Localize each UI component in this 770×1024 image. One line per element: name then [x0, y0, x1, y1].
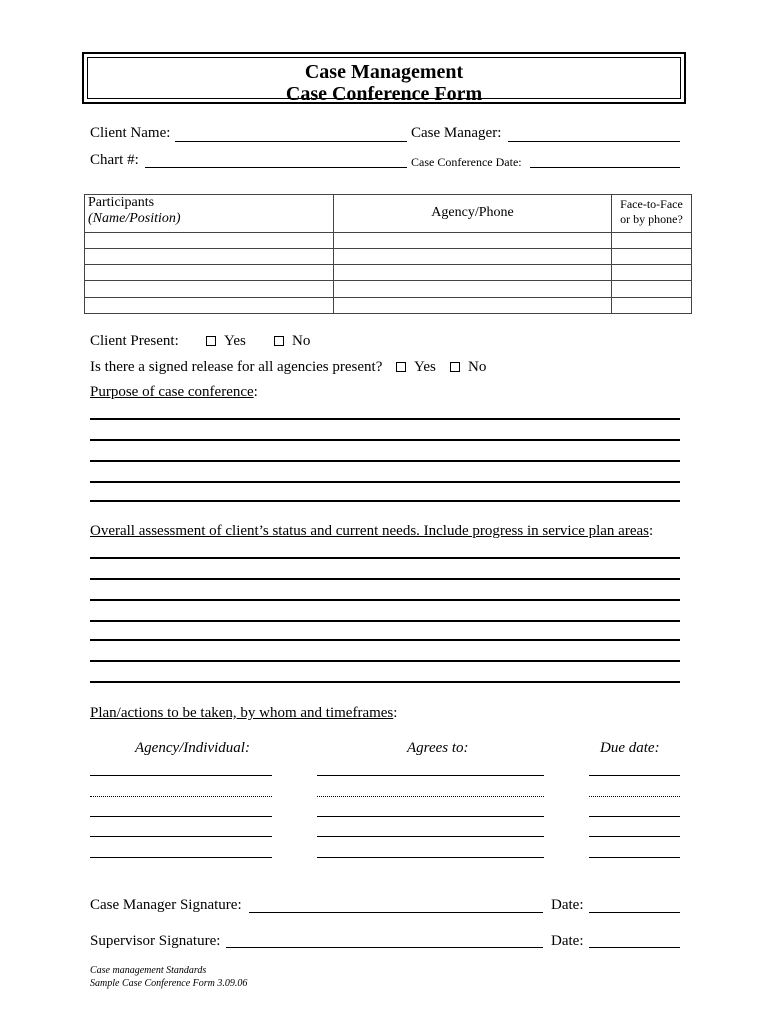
purpose-label: Purpose of case conference: [90, 384, 254, 400]
release-yes[interactable]: [396, 359, 436, 376]
plan-agrees-line[interactable]: [317, 857, 544, 858]
face-to-face-line2: or by phone?: [620, 212, 683, 226]
case-manager-signature-field[interactable]: [249, 912, 543, 913]
purpose-line[interactable]: [90, 481, 680, 483]
release-no-label: No: [468, 359, 487, 375]
plan-due-line[interactable]: [589, 775, 680, 776]
table-row: [85, 265, 692, 281]
table-row: [85, 248, 692, 264]
face-to-face-line1: Face-to-Face: [620, 197, 683, 211]
assessment-line[interactable]: [90, 660, 680, 662]
table-cell[interactable]: [85, 281, 334, 297]
supervisor-signature-field[interactable]: [226, 947, 543, 948]
release-yes-label: Yes: [414, 359, 436, 375]
purpose-heading: [90, 384, 258, 401]
client-present-yes[interactable]: [206, 333, 246, 350]
client-present-yes-label: Yes: [224, 333, 246, 349]
plan-agrees-line[interactable]: [317, 775, 544, 776]
table-row: [85, 232, 692, 248]
plan-agrees-line[interactable]: [317, 816, 544, 817]
client-name-field[interactable]: [175, 141, 407, 142]
checkbox-icon[interactable]: [274, 336, 284, 346]
table-cell[interactable]: [334, 232, 612, 248]
client-present-label: Client Present:: [90, 333, 179, 349]
participants-table: [84, 194, 692, 314]
participants-col-subtitle: (Name/Position): [88, 211, 181, 226]
table-cell[interactable]: [612, 297, 692, 313]
conference-date-label: Case Conference Date:: [411, 155, 522, 169]
conference-date-field[interactable]: [530, 167, 680, 168]
table-cell[interactable]: [612, 265, 692, 281]
table-cell[interactable]: [612, 248, 692, 264]
table-cell[interactable]: [612, 281, 692, 297]
table-cell[interactable]: [334, 265, 612, 281]
agency-phone-col-title: Agency/Phone: [431, 205, 514, 221]
supervisor-signature-label: Supervisor Signature:: [90, 933, 221, 949]
table-cell[interactable]: [85, 232, 334, 248]
plan-agency-line[interactable]: [90, 857, 272, 858]
table-cell[interactable]: [612, 232, 692, 248]
footer-line1: Case management Standards: [90, 965, 207, 976]
table-cell[interactable]: [334, 248, 612, 264]
form-title-line1: Case Management: [304, 61, 464, 83]
plan-due-line[interactable]: [589, 857, 680, 858]
chart-number-field[interactable]: [145, 167, 407, 168]
agency-phone-header-cell: [334, 195, 612, 233]
purpose-line[interactable]: [90, 439, 680, 441]
agency-individual-header: Agency/Individual:: [135, 740, 250, 756]
plan-label: Plan/actions to be taken, by whom and timeframes: [90, 705, 394, 721]
release-no[interactable]: [450, 359, 486, 376]
plan-heading: [90, 705, 397, 722]
plan-agency-line[interactable]: [90, 775, 272, 776]
purpose-colon: :: [253, 384, 258, 400]
case-manager-signature-label: Case Manager Signature:: [90, 897, 242, 913]
participants-header-row: [85, 195, 692, 233]
participants-col-title: Participants: [88, 195, 155, 210]
case-manager-field[interactable]: [508, 141, 680, 142]
assessment-line[interactable]: [90, 599, 680, 601]
assessment-line[interactable]: [90, 639, 680, 641]
plan-agrees-line[interactable]: [317, 836, 544, 837]
plan-agency-line[interactable]: [90, 796, 272, 797]
cm-date-field[interactable]: [589, 912, 680, 913]
case-manager-label: Case Manager:: [411, 125, 502, 141]
purpose-line[interactable]: [90, 418, 680, 420]
footer: [90, 964, 247, 990]
due-date-header: Due date:: [600, 740, 660, 756]
assessment-line[interactable]: [90, 620, 680, 622]
plan-agency-line[interactable]: [90, 836, 272, 837]
assessment-label: Overall assessment of client’s status and current needs. Include progress in service plan areas: [90, 523, 649, 539]
footer-line2: Sample Case Conference Form 3.09.06: [90, 978, 248, 989]
title-inner-border: [87, 57, 681, 105]
form-title-line2: Case Conference Form: [285, 83, 483, 105]
plan-agrees-line[interactable]: [317, 796, 544, 797]
release-question: Is there a signed release for all agencies present?: [90, 359, 383, 375]
sup-date-label: Date:: [551, 933, 584, 949]
client-present-no-label: No: [292, 333, 311, 349]
table-cell[interactable]: [334, 281, 612, 297]
participants-header-cell: [85, 195, 334, 233]
agrees-to-header: Agrees to:: [407, 740, 469, 756]
assessment-line[interactable]: [90, 578, 680, 580]
plan-agency-line[interactable]: [90, 816, 272, 817]
client-present-no[interactable]: [274, 333, 310, 350]
cm-date-label: Date:: [551, 897, 584, 913]
assessment-line[interactable]: [90, 557, 680, 559]
table-row: [85, 281, 692, 297]
client-name-label: Client Name:: [90, 125, 171, 141]
plan-due-line[interactable]: [589, 816, 680, 817]
form-title-box: [82, 52, 686, 104]
checkbox-icon[interactable]: [396, 362, 406, 372]
table-cell[interactable]: [85, 248, 334, 264]
table-cell[interactable]: [85, 297, 334, 313]
table-row: [85, 297, 692, 313]
assessment-colon: :: [648, 523, 654, 539]
table-cell[interactable]: [334, 297, 612, 313]
assessment-line[interactable]: [90, 681, 680, 683]
purpose-line[interactable]: [90, 460, 680, 462]
plan-due-line[interactable]: [589, 836, 680, 837]
purpose-line[interactable]: [90, 500, 680, 502]
checkbox-icon[interactable]: [206, 336, 216, 346]
assessment-heading: [90, 523, 653, 540]
plan-colon: :: [393, 705, 398, 721]
checkbox-icon[interactable]: [450, 362, 460, 372]
table-cell[interactable]: [85, 265, 334, 281]
sup-date-field[interactable]: [589, 947, 680, 948]
face-to-face-header-cell: [612, 195, 692, 233]
chart-number-label: Chart #:: [90, 152, 139, 168]
plan-due-line[interactable]: [589, 796, 680, 797]
